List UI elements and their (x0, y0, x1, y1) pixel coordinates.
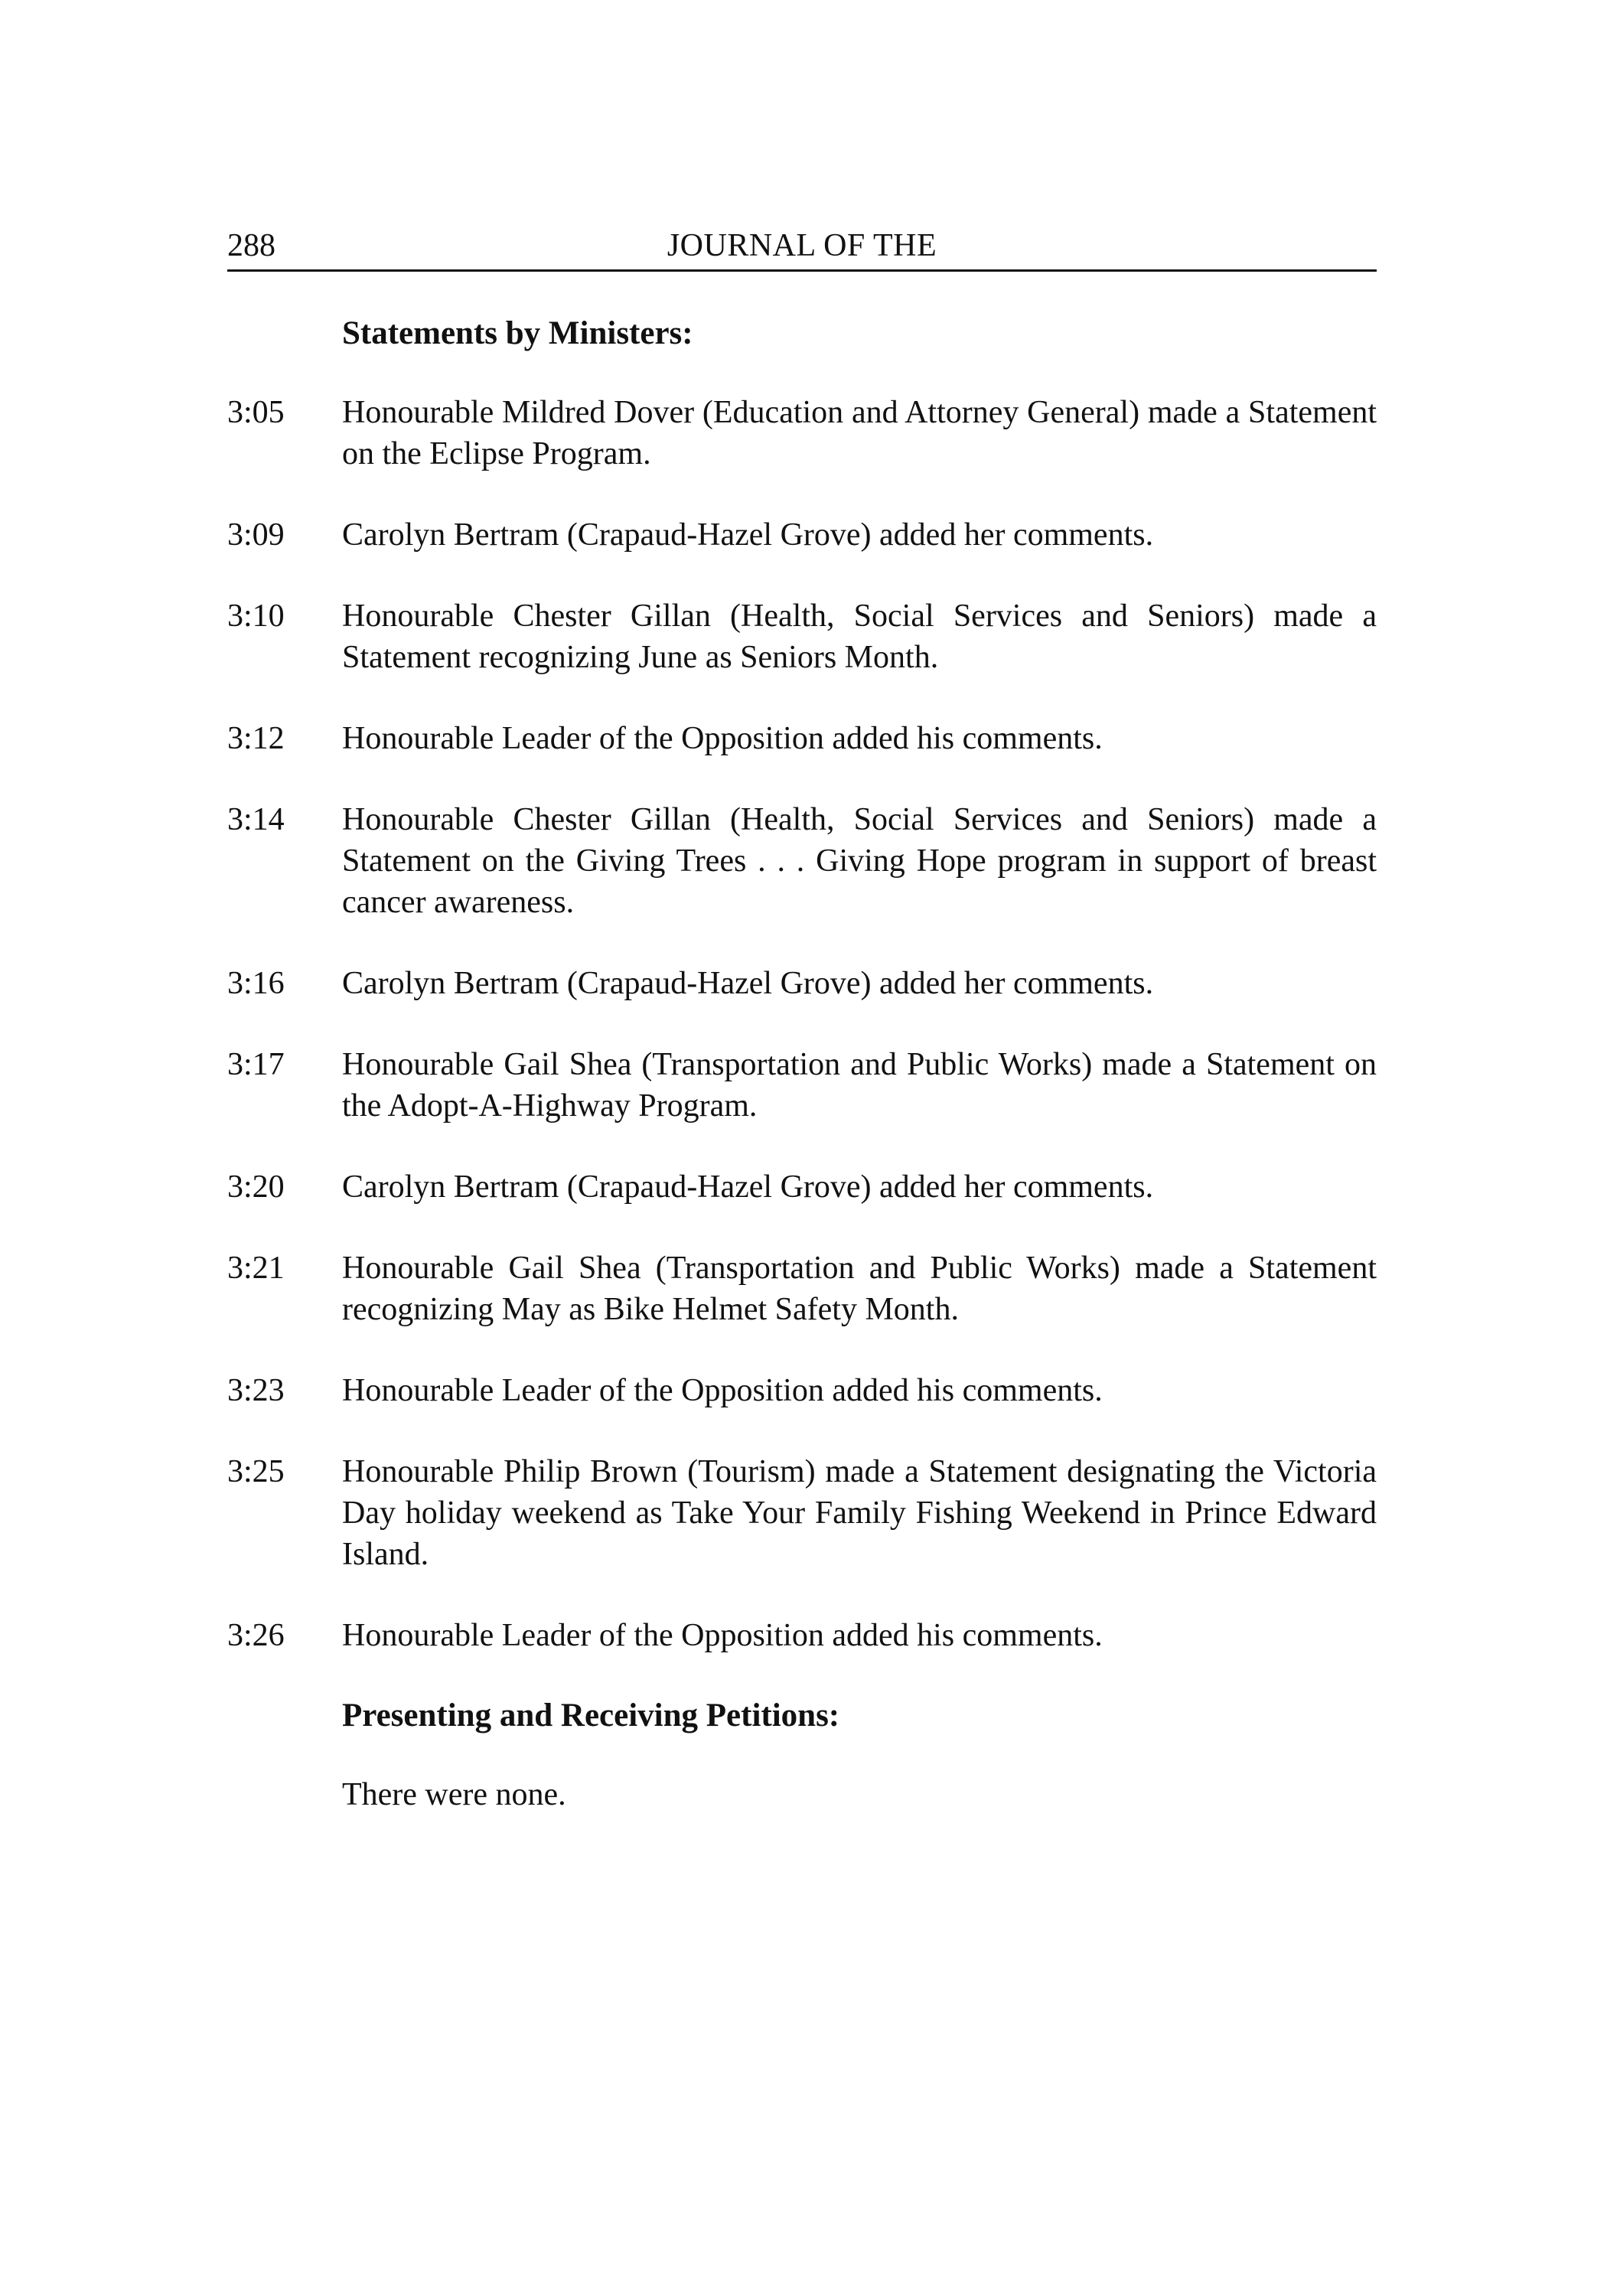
entry-time: 3:21 (227, 1251, 285, 1286)
entry-3-26 (227, 1615, 1377, 1656)
petitions-heading: Presenting and Receiving Petitions: (342, 1698, 840, 1733)
entry-text: Carolyn Bertram (Crapaud-Hazel Grove) added her comments. (342, 1169, 1154, 1205)
running-head (227, 227, 1377, 272)
entry-3-16 (227, 963, 1377, 1004)
entry-time: 3:14 (227, 802, 285, 837)
entry-text: Honourable Leader of the Opposition added his comments. (342, 721, 1103, 756)
entry-time: 3:26 (227, 1618, 285, 1653)
entry-3-12 (227, 718, 1377, 759)
entry-3-17 (227, 1044, 1377, 1127)
entry-3-05 (227, 392, 1377, 475)
entry-time: 3:12 (227, 721, 285, 756)
entry-time: 3:23 (227, 1373, 285, 1408)
entry-time: 3:10 (227, 598, 285, 634)
entry-time: 3:09 (227, 517, 285, 553)
entry-text: Honourable Chester Gillan (Health, Social Services and Seniors) made a Statement recognizing June as Seniors Month. (342, 598, 1377, 675)
entry-3-21 (227, 1247, 1377, 1330)
entry-text: Honourable Chester Gillan (Health, Social Services and Seniors) made a Statement on the Giving Trees . . . Giving Hope program in support of breast cancer awareness. (342, 802, 1377, 920)
entry-time: 3:20 (227, 1169, 285, 1205)
entry-time: 3:17 (227, 1047, 285, 1082)
entry-text: Honourable Gail Shea (Transportation and Public Works) made a Statement recognizing May as Bike Helmet Safety Month. (342, 1251, 1377, 1327)
entry-3-20 (227, 1166, 1377, 1208)
entry-time: 3:16 (227, 966, 285, 1001)
entry-text: Honourable Gail Shea (Transportation and Public Works) made a Statement on the Adopt-A-Highway Program. (342, 1047, 1377, 1124)
entry-time: 3:25 (227, 1454, 285, 1489)
page-number: 288 (227, 228, 275, 263)
statements-heading: Statements by Ministers: (342, 315, 693, 351)
entry-3-10 (227, 595, 1377, 678)
entry-text: Carolyn Bertram (Crapaud-Hazel Grove) added her comments. (342, 966, 1154, 1001)
entry-3-09 (227, 514, 1377, 556)
entry-3-14 (227, 799, 1377, 923)
entry-text: Honourable Leader of the Opposition added his comments. (342, 1618, 1103, 1653)
entry-3-25 (227, 1451, 1377, 1575)
journal-title: JOURNAL OF THE (667, 228, 937, 263)
entry-time: 3:05 (227, 395, 285, 430)
entry-text: Carolyn Bertram (Crapaud-Hazel Grove) added her comments. (342, 517, 1154, 553)
petitions-text: There were none. (342, 1777, 566, 1812)
journal-content (227, 314, 1377, 1815)
entry-text: Honourable Leader of the Opposition added his comments. (342, 1373, 1103, 1408)
entry-3-23 (227, 1370, 1377, 1411)
entry-text: Honourable Philip Brown (Tourism) made a Statement designating the Victoria Day holiday weekend as Take Your Family Fishing Weekend in Prince Edward Island. (342, 1454, 1377, 1572)
entry-text: Honourable Mildred Dover (Education and Attorney General) made a Statement on the Eclipse Program. (342, 395, 1377, 471)
